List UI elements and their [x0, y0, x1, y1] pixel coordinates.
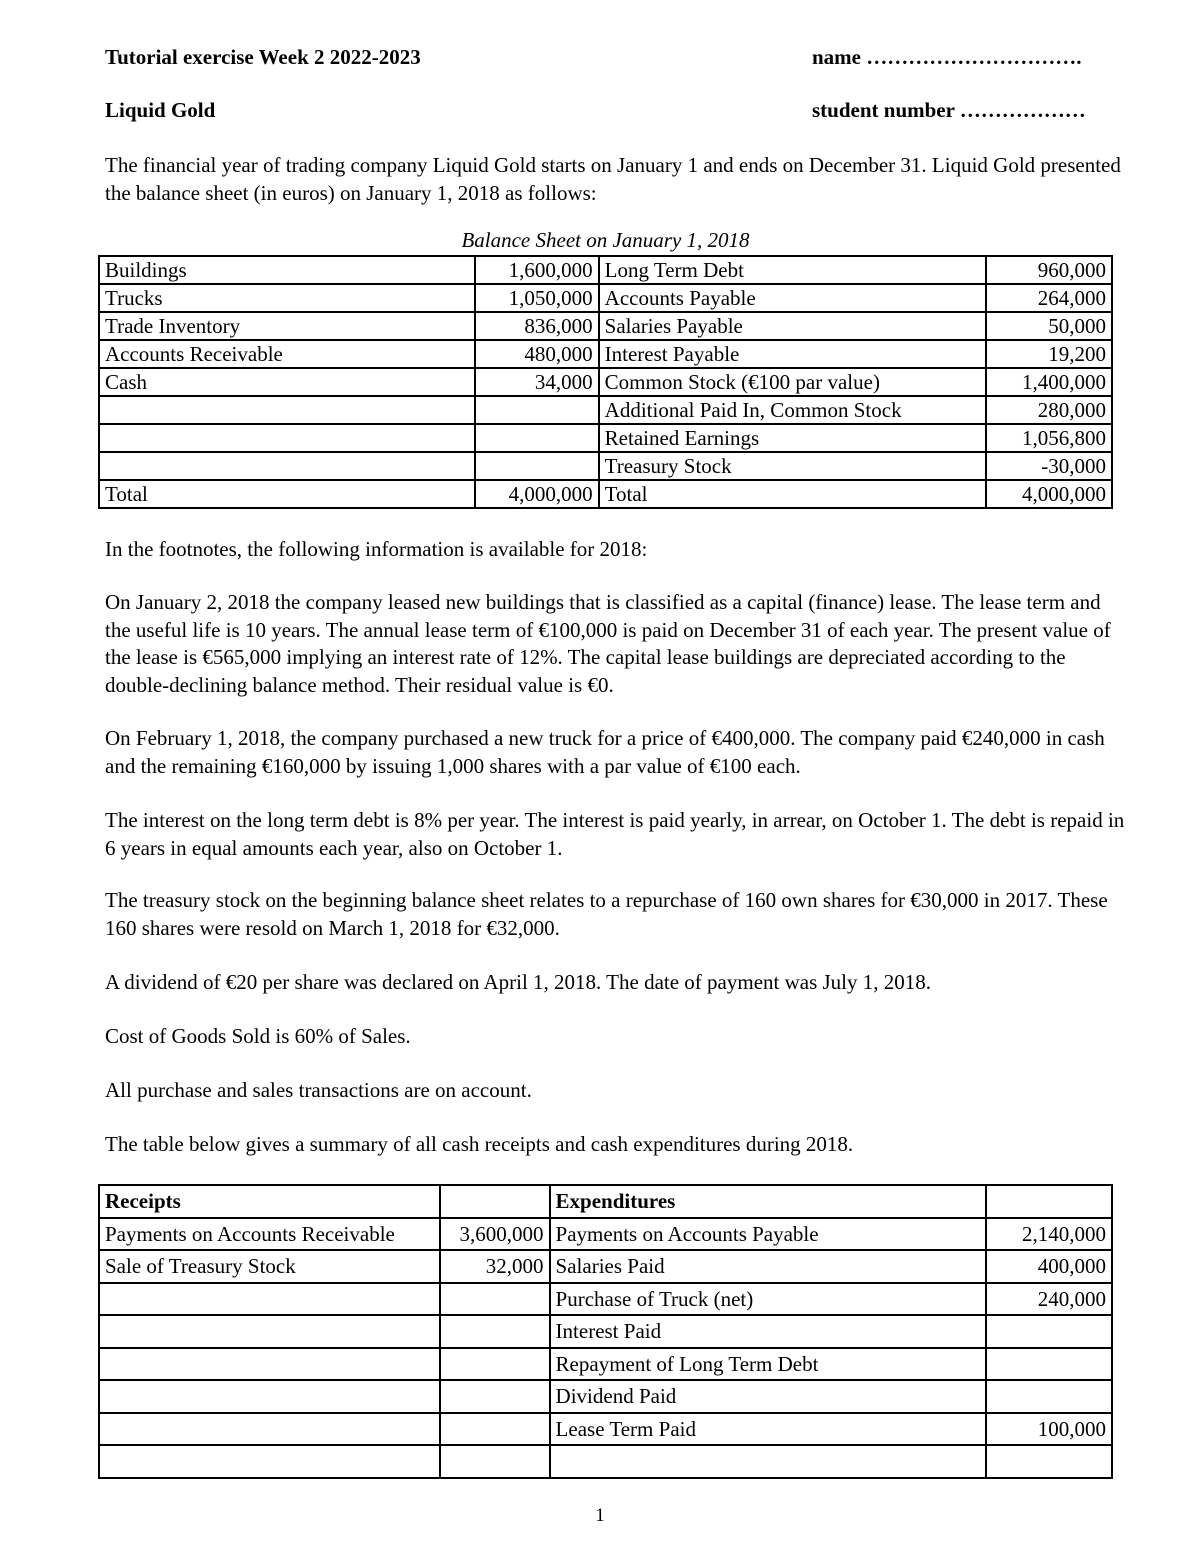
cash-flow-row	[99, 1445, 1112, 1478]
balance-sheet-row	[99, 368, 1112, 396]
label-cell: Payments on Accounts Payable	[550, 1218, 987, 1251]
label-cell: Purchase of Truck (net)	[550, 1283, 987, 1316]
label-cell: Lease Term Paid	[550, 1413, 987, 1446]
amount-cell: 2,140,000	[986, 1218, 1112, 1251]
label-cell: Cash	[99, 368, 475, 396]
amount-cell: 34,000	[475, 368, 599, 396]
amount-cell: 1,400,000	[986, 368, 1112, 396]
amount-cell: 100,000	[986, 1413, 1112, 1446]
amount-cell: 280,000	[986, 396, 1112, 424]
amount-cell: 836,000	[475, 312, 599, 340]
cash-summary-paragraph: The table below gives a summary of all cash receipts and cash expenditures during 2018.	[105, 1132, 854, 1156]
amount-cell: 264,000	[986, 284, 1112, 312]
label-cell: Additional Paid In, Common Stock	[599, 396, 987, 424]
amount-cell	[440, 1380, 550, 1413]
balance-sheet-row	[99, 452, 1112, 480]
amount-cell	[986, 1185, 1112, 1218]
balance-sheet-row	[99, 256, 1112, 284]
transactions-paragraph: All purchase and sales transactions are on account.	[105, 1078, 532, 1102]
label-cell: Trucks	[99, 284, 475, 312]
label-cell: Total	[599, 480, 987, 508]
label-cell: Accounts Payable	[599, 284, 987, 312]
amount-cell: 400,000	[986, 1250, 1112, 1283]
label-cell	[99, 1348, 440, 1381]
truck-paragraph: On February 1, 2018, the company purchased a new truck for a price of €400,000. The company paid €240,000 in cash and the remaining €160,000 by issuing 1,000 shares with a par value of €100 each.	[105, 726, 1105, 778]
label-cell: Total	[99, 480, 475, 508]
balance-sheet-row	[99, 480, 1112, 508]
balance-sheet-row	[99, 340, 1112, 368]
cash-flow-row	[99, 1218, 1112, 1251]
amount-cell: 19,200	[986, 340, 1112, 368]
label-cell: Treasury Stock	[599, 452, 987, 480]
amount-cell	[475, 452, 599, 480]
label-cell: Trade Inventory	[99, 312, 475, 340]
treasury-stock-paragraph: The treasury stock on the beginning balance sheet relates to a repurchase of 160 own shares for €30,000 in 2017. These 160 shares were resold on March 1, 2018 for €32,000.	[105, 888, 1108, 940]
balance-sheet-row	[99, 312, 1112, 340]
label-cell	[99, 396, 475, 424]
label-cell: Payments on Accounts Receivable	[99, 1218, 440, 1251]
cash-flow-row	[99, 1413, 1112, 1446]
amount-cell	[986, 1445, 1112, 1478]
label-cell: Buildings	[99, 256, 475, 284]
amount-cell: 240,000	[986, 1283, 1112, 1316]
cash-flow-table	[98, 1184, 1113, 1479]
label-cell: Common Stock (€100 par value)	[599, 368, 987, 396]
cash-flow-row-header	[99, 1185, 1112, 1218]
document-title: Tutorial exercise Week 2 2022-2023	[105, 45, 421, 69]
label-cell: Accounts Receivable	[99, 340, 475, 368]
label-cell	[99, 424, 475, 452]
balance-sheet-table	[98, 255, 1113, 509]
dividend-paragraph: A dividend of €20 per share was declared on April 1, 2018. The date of payment was July 1, 2018.	[105, 970, 932, 994]
label-cell: Sale of Treasury Stock	[99, 1250, 440, 1283]
amount-cell: 960,000	[986, 256, 1112, 284]
amount-cell: 4,000,000	[475, 480, 599, 508]
label-cell: Dividend Paid	[550, 1380, 987, 1413]
cash-flow-row	[99, 1315, 1112, 1348]
label-cell: Interest Payable	[599, 340, 987, 368]
amount-cell: 1,056,800	[986, 424, 1112, 452]
interest-paragraph: The interest on the long term debt is 8% per year. The interest is paid yearly, in arrear, on October 1. The debt is repaid in 6 years in equal amounts each year, also on October 1.	[105, 808, 1125, 860]
amount-cell	[440, 1315, 550, 1348]
label-cell: Long Term Debt	[599, 256, 987, 284]
amount-cell: 32,000	[440, 1250, 550, 1283]
cash-flow-row	[99, 1250, 1112, 1283]
amount-cell	[440, 1445, 550, 1478]
cash-flow-row	[99, 1283, 1112, 1316]
cash-flow-row	[99, 1348, 1112, 1381]
amount-cell	[475, 396, 599, 424]
cogs-paragraph: Cost of Goods Sold is 60% of Sales.	[105, 1024, 411, 1048]
cash-flow-row	[99, 1380, 1112, 1413]
label-cell: Receipts	[99, 1185, 440, 1218]
balance-sheet-caption: Balance Sheet on January 1, 2018	[461, 228, 750, 252]
amount-cell: -30,000	[986, 452, 1112, 480]
amount-cell: 480,000	[475, 340, 599, 368]
balance-sheet-row	[99, 396, 1112, 424]
name-field-label: name ………………………….	[812, 45, 1082, 69]
label-cell: Retained Earnings	[599, 424, 987, 452]
amount-cell: 50,000	[986, 312, 1112, 340]
label-cell: Repayment of Long Term Debt	[550, 1348, 987, 1381]
label-cell	[99, 1283, 440, 1316]
amount-cell	[475, 424, 599, 452]
label-cell: Salaries Payable	[599, 312, 987, 340]
amount-cell	[986, 1348, 1112, 1381]
amount-cell	[986, 1315, 1112, 1348]
intro-paragraph: The financial year of trading company Liquid Gold starts on January 1 and ends on December 31. Liquid Gold presented the balance sheet (in euros) on January 1, 2018 as follows:	[105, 153, 1121, 205]
page-number: 1	[595, 1505, 605, 1526]
label-cell: Interest Paid	[550, 1315, 987, 1348]
amount-cell: 1,050,000	[475, 284, 599, 312]
label-cell	[99, 452, 475, 480]
amount-cell: 4,000,000	[986, 480, 1112, 508]
amount-cell	[440, 1413, 550, 1446]
balance-sheet-row	[99, 424, 1112, 452]
document-subtitle: Liquid Gold	[105, 98, 216, 122]
amount-cell	[440, 1348, 550, 1381]
amount-cell: 3,600,000	[440, 1218, 550, 1251]
label-cell: Expenditures	[550, 1185, 987, 1218]
amount-cell: 1,600,000	[475, 256, 599, 284]
footnotes-intro: In the footnotes, the following information is available for 2018:	[105, 537, 648, 561]
label-cell	[99, 1380, 440, 1413]
label-cell	[99, 1445, 440, 1478]
amount-cell	[440, 1283, 550, 1316]
amount-cell	[440, 1185, 550, 1218]
label-cell: Salaries Paid	[550, 1250, 987, 1283]
label-cell	[99, 1315, 440, 1348]
amount-cell	[986, 1380, 1112, 1413]
balance-sheet-row	[99, 284, 1112, 312]
label-cell	[99, 1413, 440, 1446]
student-number-label: student number ………………	[812, 98, 1086, 122]
label-cell	[550, 1445, 987, 1478]
lease-paragraph: On January 2, 2018 the company leased new buildings that is classified as a capital (finance) lease. The lease term and the useful life is 10 years. The annual lease term of €100,000 is paid on December 31 of each year. The present value of the lease is €565,000 implying an interest rate of 12%. The capital lease buildings are depreciated according to the double-declining balance method. Their residual value is €0.	[105, 590, 1111, 697]
